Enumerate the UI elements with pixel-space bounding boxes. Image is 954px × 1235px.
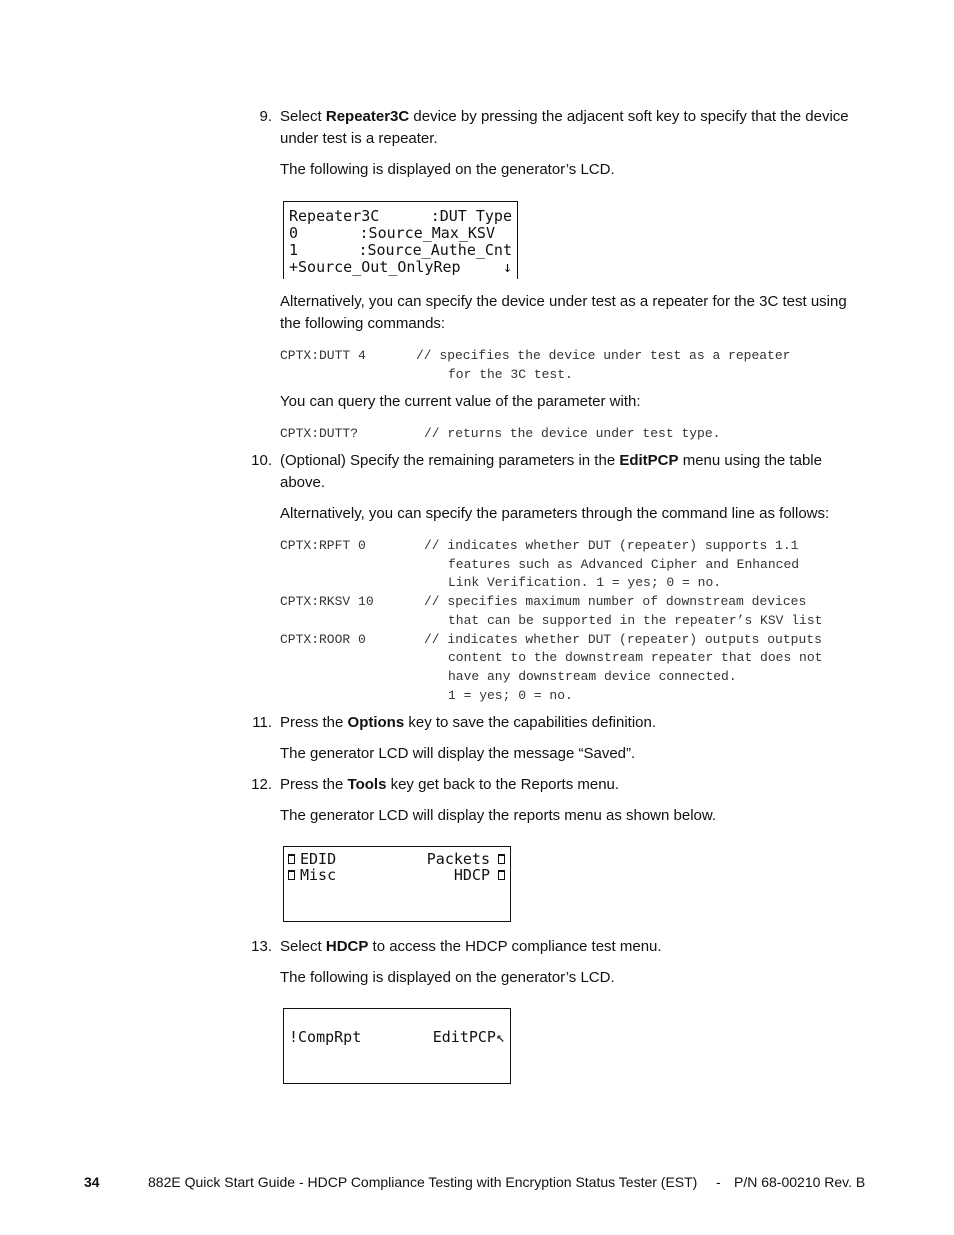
command-comment: // indicates whether DUT (repeater) outputs outputs [424,632,822,647]
saved-note: The generator LCD will display the message “Saved”. [280,745,636,762]
command-comment: Link Verification. 1 = yes; 0 = no. [448,575,722,590]
lcd-display-reports-menu: EDID Packets Misc HDCP [283,846,511,922]
command: CPTX:ROOR 0 [280,632,366,647]
command-comment: // specifies the device under test as a repeater [416,348,791,363]
step-10-instruction: (Optional) Specify the remaining parameters in the EditPCP menu using the table above. [280,452,822,491]
step-11-instruction: Press the Options key to save the capabilities definition. [280,714,657,731]
step-number: 11. [252,714,272,731]
footer-title: 882E Quick Start Guide - HDCP Compliance Testing with Encryption Status Tester (EST) [148,1174,698,1190]
command-comment: 1 = yes; 0 = no. [448,688,573,703]
alt-text-params: Alternatively, you can specify the parameters through the command line as follows: [280,505,830,522]
lcd-slot-icon [498,870,505,880]
hdcp-label: HDCP [325,938,369,955]
command: CPTX:DUTT? [280,426,359,441]
tools-label: Tools [347,776,387,793]
lcd-display-dut-type: Repeater3C :DUT Type 0 :Source_Max_KSV 1 :Source_Authe_Cnt +Source_Out_OnlyRep ↓ [283,201,518,279]
footer-part-number: P/N 68-00210 Rev. B [734,1174,866,1190]
lcd-slot-icon [288,854,295,864]
editpcp-label: EditPCP [619,452,679,469]
step-number: 12. [251,776,272,793]
command-comment: // returns the device under test type. [424,426,721,441]
command-comment: features such as Advanced Cipher and Enhanced [448,557,800,572]
down-arrow-icon: ↓ [502,258,512,276]
command: CPTX:DUTT 4 [280,348,366,363]
page-number: 34 [84,1174,100,1190]
step-9-instruction: Select Repeater3C device by pressing the adjacent soft key to specify that the device under test is a repeater. [280,108,849,147]
command: CPTX:RKSV 10 [280,594,374,609]
command-comment: that can be supported in the repeater’s KSV list [448,613,823,628]
lcd-display-hdcp-menu: !CompRpt EditPCP↖ [283,1008,511,1084]
step-13-instruction: Select HDCP to access the HDCP compliance test menu. [280,938,662,955]
command-comment: have any downstream device connected. [448,669,737,684]
command: CPTX:RPFT 0 [280,538,366,553]
command-comment: // specifies maximum number of downstream devices [424,594,807,609]
step-number: 9. [259,108,272,125]
lcd-slot-icon [288,870,295,880]
lcd-note: The following is displayed on the generator’s LCD. [280,969,615,986]
command-comment: // indicates whether DUT (repeater) supports 1.1 [424,538,799,553]
reports-note: The generator LCD will display the reports menu as shown below. [280,807,717,824]
query-text: You can query the current value of the parameter with: [280,393,641,410]
lcd-note: The following is displayed on the generator’s LCD. [280,161,615,178]
command-comment: for the 3C test. [448,367,573,382]
step-12-instruction: Press the Tools key get back to the Reports menu. [280,776,620,793]
alt-text-dutt: Alternatively, you can specify the device under test as a repeater for the 3C test using the following commands: [280,293,847,332]
lcd-slot-icon [498,854,505,864]
command-comment: content to the downstream repeater that does not [448,650,823,665]
step-number: 13. [251,938,272,955]
footer-separator: - [716,1174,721,1190]
step-number: 10. [251,452,272,469]
repeater3c-label: Repeater3C [325,108,410,125]
options-label: Options [347,714,405,731]
